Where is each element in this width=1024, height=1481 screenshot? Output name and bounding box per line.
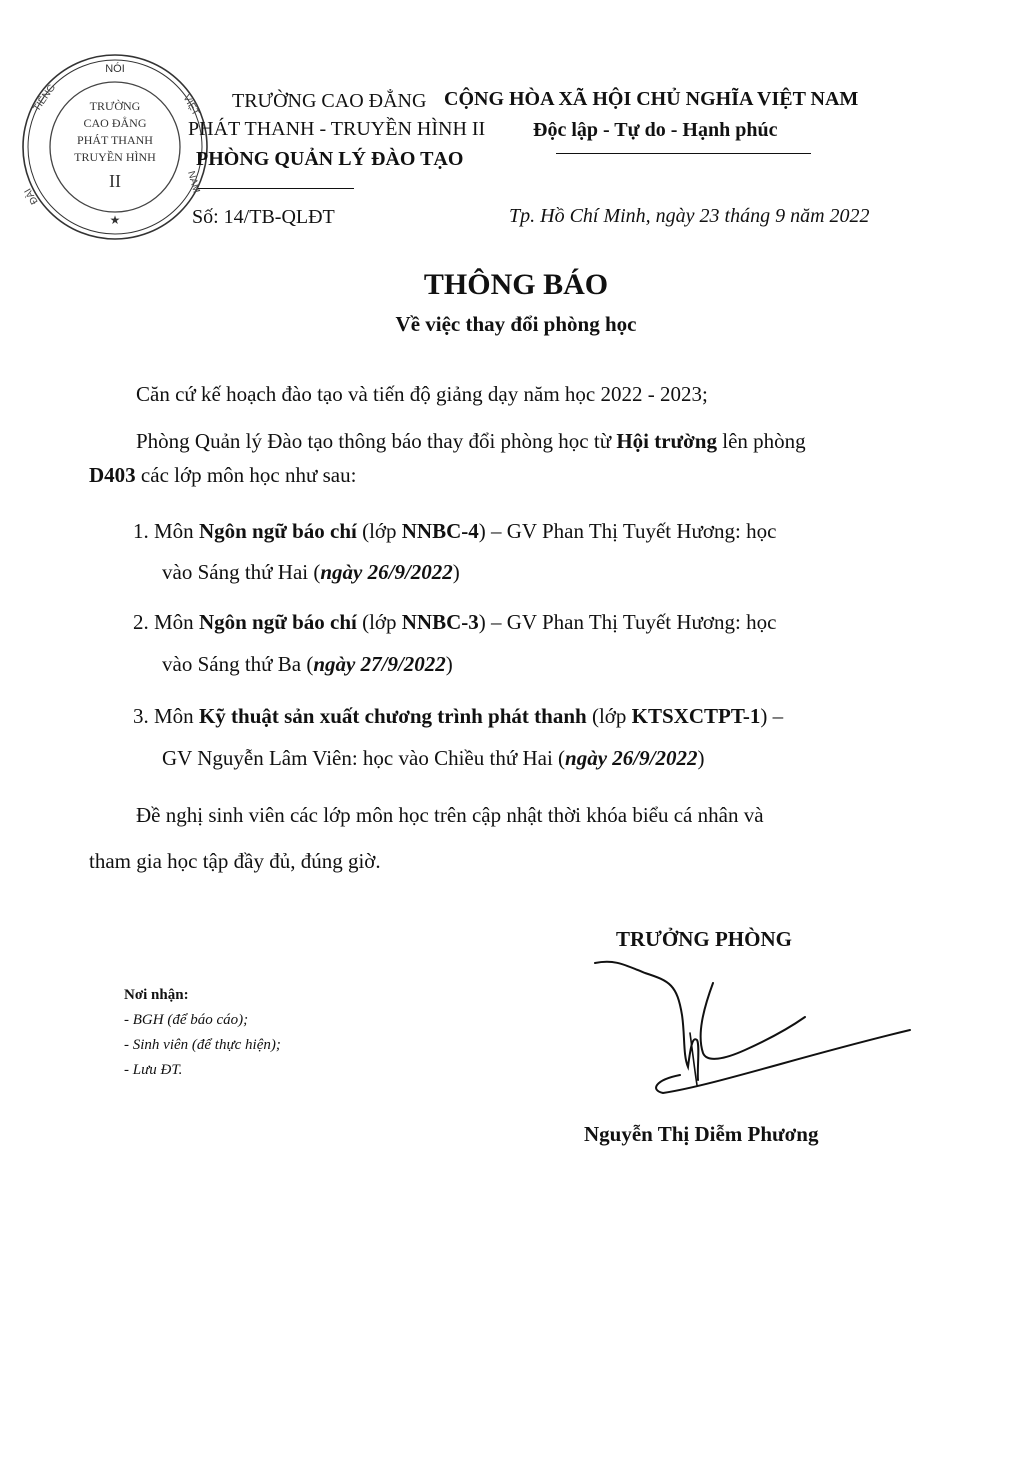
text-segment: (lớp (356, 610, 402, 634)
list-item-2-line1 (133, 610, 776, 635)
text-segment: ) (445, 652, 453, 676)
closing-paragraph-line1: Đề nghị sinh viên các lớp môn học trên cập nhật thời khóa biểu cá nhân và (136, 803, 764, 827)
school-name-line2: PHÁT THANH - TRUYỀN HÌNH II (188, 118, 486, 140)
handwritten-signature (585, 955, 925, 1110)
closing-paragraph-line2: tham gia học tập đầy đủ, đúng giờ. (89, 849, 381, 873)
svg-text:NÓI: NÓI (105, 63, 125, 75)
text-segment: ) – GV Phan Thị Tuyết Hương: học (478, 519, 777, 543)
subject-name: Kỹ thuật sản xuất chương trình phát thanh (198, 704, 587, 728)
text-segment: ) – (760, 704, 784, 728)
list-item-3-line2 (162, 746, 704, 771)
class-date: ngày 26/9/2022 (565, 746, 698, 770)
text-segment: các lớp môn học như sau: (135, 463, 357, 487)
svg-text:TRƯỜNG: TRƯỜNG (89, 99, 141, 113)
subject-name: Ngôn ngữ báo chí (198, 519, 357, 543)
school-name-line1: TRƯỜNG CAO ĐẲNG (232, 90, 427, 112)
class-code: NNBC-4 (401, 519, 479, 543)
nation-name: CỘNG HÒA XÃ HỘI CHỦ NGHĨA VIỆT NAM (444, 88, 859, 110)
text-segment: ) (452, 560, 460, 584)
class-date: ngày 27/9/2022 (313, 652, 446, 676)
text-segment: vào Sáng thứ Ba ( (162, 652, 314, 676)
svg-text:NAM: NAM (185, 169, 202, 195)
document-number: Số: 14/TB-QLĐT (192, 206, 335, 228)
signer-title: TRƯỞNG PHÒNG (616, 927, 792, 951)
text-segment: lên phòng (716, 429, 806, 453)
text-segment: Môn (154, 704, 199, 728)
recipient-item: - BGH (để báo cáo); (124, 1012, 249, 1028)
svg-text:VIỆT: VIỆT (180, 93, 202, 118)
header-left-underline (198, 188, 354, 189)
body-paragraph-2-line1 (136, 429, 806, 454)
text-segment: (lớp (356, 519, 402, 543)
class-code: NNBC-3 (401, 610, 479, 634)
item-number: 3. (133, 704, 149, 728)
body-paragraph-1: Căn cứ kế hoạch đào tạo và tiến độ giảng dạy năm học 2022 - 2023; (136, 382, 708, 406)
svg-text:TIẾNG: TIẾNG (31, 82, 58, 114)
item-number: 2. (133, 610, 149, 634)
signer-name: Nguyễn Thị Diễm Phương (584, 1122, 819, 1146)
list-item-2-line2 (162, 652, 453, 677)
recipient-item: - Lưu ĐT. (124, 1062, 183, 1078)
item-number: 1. (133, 519, 149, 543)
svg-text:ĐÀI: ĐÀI (22, 186, 41, 206)
svg-text:CAO ĐẲNG: CAO ĐẲNG (83, 116, 147, 130)
official-seal-stamp (18, 52, 213, 242)
notice-title: THÔNG BÁO (423, 268, 609, 301)
text-segment: Môn (154, 610, 199, 634)
place-date: Tp. Hồ Chí Minh, ngày 23 tháng 9 năm 2022 (509, 205, 870, 227)
new-room: D403 (89, 463, 136, 487)
department-name: PHÒNG QUẢN LÝ ĐÀO TẠO (196, 148, 464, 170)
list-item-1-line2 (162, 560, 460, 585)
list-item-1-line1 (133, 519, 776, 544)
subject-name: Ngôn ngữ báo chí (198, 610, 357, 634)
svg-text:★: ★ (109, 213, 121, 227)
text-segment: Phòng Quản lý Đào tạo thông báo thay đổi phòng học từ (136, 429, 617, 453)
body-paragraph-2-line2 (89, 463, 356, 488)
text-segment: GV Nguyễn Lâm Viên: học vào Chiều thứ Hai ( (162, 746, 566, 770)
class-date: ngày 26/9/2022 (320, 560, 453, 584)
svg-text:TRUYỀN HÌNH: TRUYỀN HÌNH (74, 150, 156, 164)
svg-text:PHÁT THANH: PHÁT THANH (77, 133, 153, 147)
text-segment: Môn (154, 519, 199, 543)
recipient-item: - Sinh viên (để thực hiện); (124, 1037, 281, 1053)
svg-text:II: II (109, 171, 121, 191)
text-segment: ) (697, 746, 705, 770)
header-right-underline (556, 153, 811, 154)
text-segment: ) – GV Phan Thị Tuyết Hương: học (478, 610, 777, 634)
notice-subtitle: Về việc thay đổi phòng học (395, 312, 637, 336)
old-room: Hội trường (616, 429, 717, 453)
national-motto: Độc lập - Tự do - Hạnh phúc (533, 119, 778, 141)
list-item-3-line1 (133, 704, 783, 729)
class-code: KTSXCTPT-1 (631, 704, 761, 728)
text-segment: (lớp (586, 704, 632, 728)
text-segment: vào Sáng thứ Hai ( (162, 560, 321, 584)
recipients-label: Nơi nhận: (124, 987, 189, 1003)
